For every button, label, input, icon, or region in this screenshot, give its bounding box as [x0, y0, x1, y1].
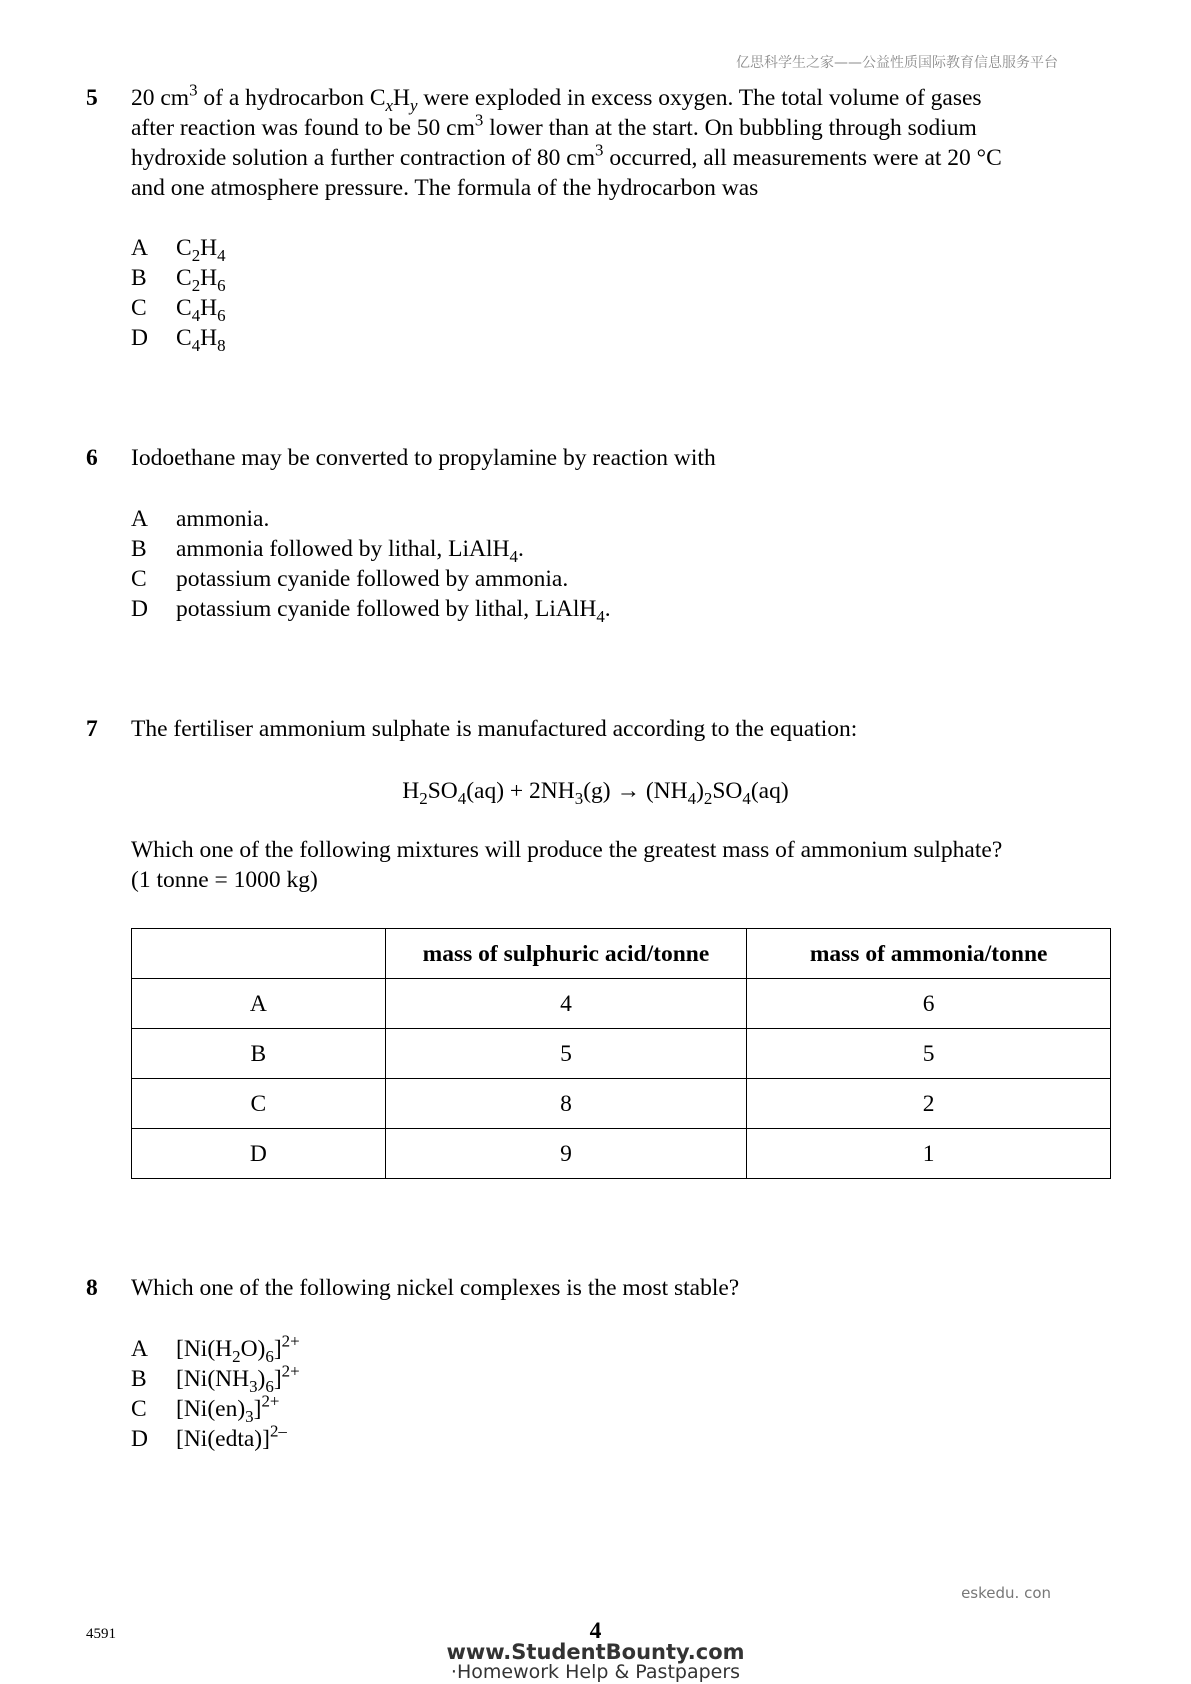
- q5-line-4: and one atmosphere pressure. The formula of the hydrocarbon was: [131, 175, 759, 201]
- table-row: [132, 1079, 1111, 1129]
- chemical-equation: $H_2SO_4(aq) + 2NH_3(g) \to (NH_4)_2SO_4(aq)$: [402, 778, 789, 808]
- q6-option-b[interactable]: B ammonia followed by lithal, LiAlH$_4$.: [131, 536, 524, 566]
- page-number: 4: [589, 1618, 602, 1644]
- question-7-prompt: [131, 835, 1111, 895]
- question-6-text: Iodoethane may be converted to propylamine by reaction with: [131, 445, 716, 471]
- studentbounty-tagline: ·Homework Help & Pastpapers: [450, 1661, 741, 1683]
- question-5-text: [131, 80, 1111, 203]
- q5-option-d[interactable]: D $C_4H_8$: [131, 325, 226, 355]
- question-7-text: The fertiliser ammonium sulphate is manufactured according to the equation:: [131, 716, 858, 742]
- table-header-row: [132, 929, 1111, 979]
- q7-prompt-line-1: Which one of the following mixtures will produce the greatest mass of ammonium sulphate?: [131, 837, 1003, 863]
- q8-option-c[interactable]: C $[Ni(en)_3]^{2+}$: [131, 1391, 280, 1426]
- table-row: [132, 979, 1111, 1029]
- studentbounty-url[interactable]: www.StudentBounty.com: [446, 1640, 745, 1664]
- q5-line-3: hydroxide solution a further contraction of 80 $cm^3$ occurred, all measurements were at 20 °C: [131, 140, 1002, 171]
- table-cell: 5: [385, 1029, 747, 1079]
- table-header-cell: mass of ammonia/tonne: [747, 929, 1111, 979]
- q6-option-c[interactable]: C potassium cyanide followed by ammonia.: [131, 566, 569, 592]
- table-cell: 4: [385, 979, 747, 1029]
- q5-option-b[interactable]: B $C_2H_6$: [131, 265, 226, 295]
- q5-line-2: after reaction was found to be 50 $cm^3$ lower than at the start. On bubbling through sodium: [131, 110, 977, 141]
- question-7-number: 7: [86, 716, 98, 742]
- q5-option-c[interactable]: C $C_4H_6$: [131, 295, 226, 325]
- table-cell: B: [132, 1029, 386, 1079]
- table-cell: 6: [747, 979, 1111, 1029]
- q5-line-1: 20 $cm^3$ of a hydrocarbon $C_xH_y$ were exploded in excess oxygen. The total volume of gases: [131, 80, 982, 115]
- q7-prompt-line-2: (1 tonne = 1000 kg): [131, 867, 318, 893]
- q8-option-a[interactable]: A $[Ni(H_2O)_6]^{2+}$: [131, 1331, 300, 1366]
- table-cell: A: [132, 979, 386, 1029]
- mass-table: [131, 928, 1111, 1179]
- question-8-number: 8: [86, 1275, 98, 1301]
- question-6-number: 6: [86, 445, 98, 471]
- question-5-options: [131, 233, 226, 353]
- table-cell: 1: [747, 1129, 1111, 1179]
- q6-option-d[interactable]: D potassium cyanide followed by lithal, LiAlH$_4$.: [131, 596, 611, 626]
- header-watermark: 亿思科学生之家——公益性质国际教育信息服务平台: [736, 55, 1058, 71]
- table-row: [132, 1029, 1111, 1079]
- question-8-text: Which one of the following nickel complexes is the most stable?: [131, 1275, 740, 1301]
- table-cell: 2: [747, 1079, 1111, 1129]
- q8-option-d[interactable]: D [Ni(edta)]$^{2-}$: [131, 1421, 287, 1452]
- table-cell: 5: [747, 1029, 1111, 1079]
- table-cell: C: [132, 1079, 386, 1129]
- question-5-number: 5: [86, 85, 98, 111]
- table-header-cell: mass of sulphuric acid/tonne: [385, 929, 747, 979]
- table-cell: 9: [385, 1129, 747, 1179]
- question-8-options: [131, 1331, 300, 1454]
- table-cell: 8: [385, 1079, 747, 1129]
- question-6-options: [131, 504, 611, 624]
- q8-option-b[interactable]: B $[Ni(NH_3)_6]^{2+}$: [131, 1361, 300, 1396]
- table-cell: D: [132, 1129, 386, 1179]
- table-header-cell: [132, 929, 386, 979]
- q6-option-a[interactable]: A ammonia.: [131, 506, 270, 532]
- paper-code: 4591: [86, 1626, 116, 1642]
- q5-option-a[interactable]: A $C_2H_4$: [131, 235, 226, 265]
- site-watermark: eskedu. con: [961, 1584, 1051, 1602]
- table-row: [132, 1129, 1111, 1179]
